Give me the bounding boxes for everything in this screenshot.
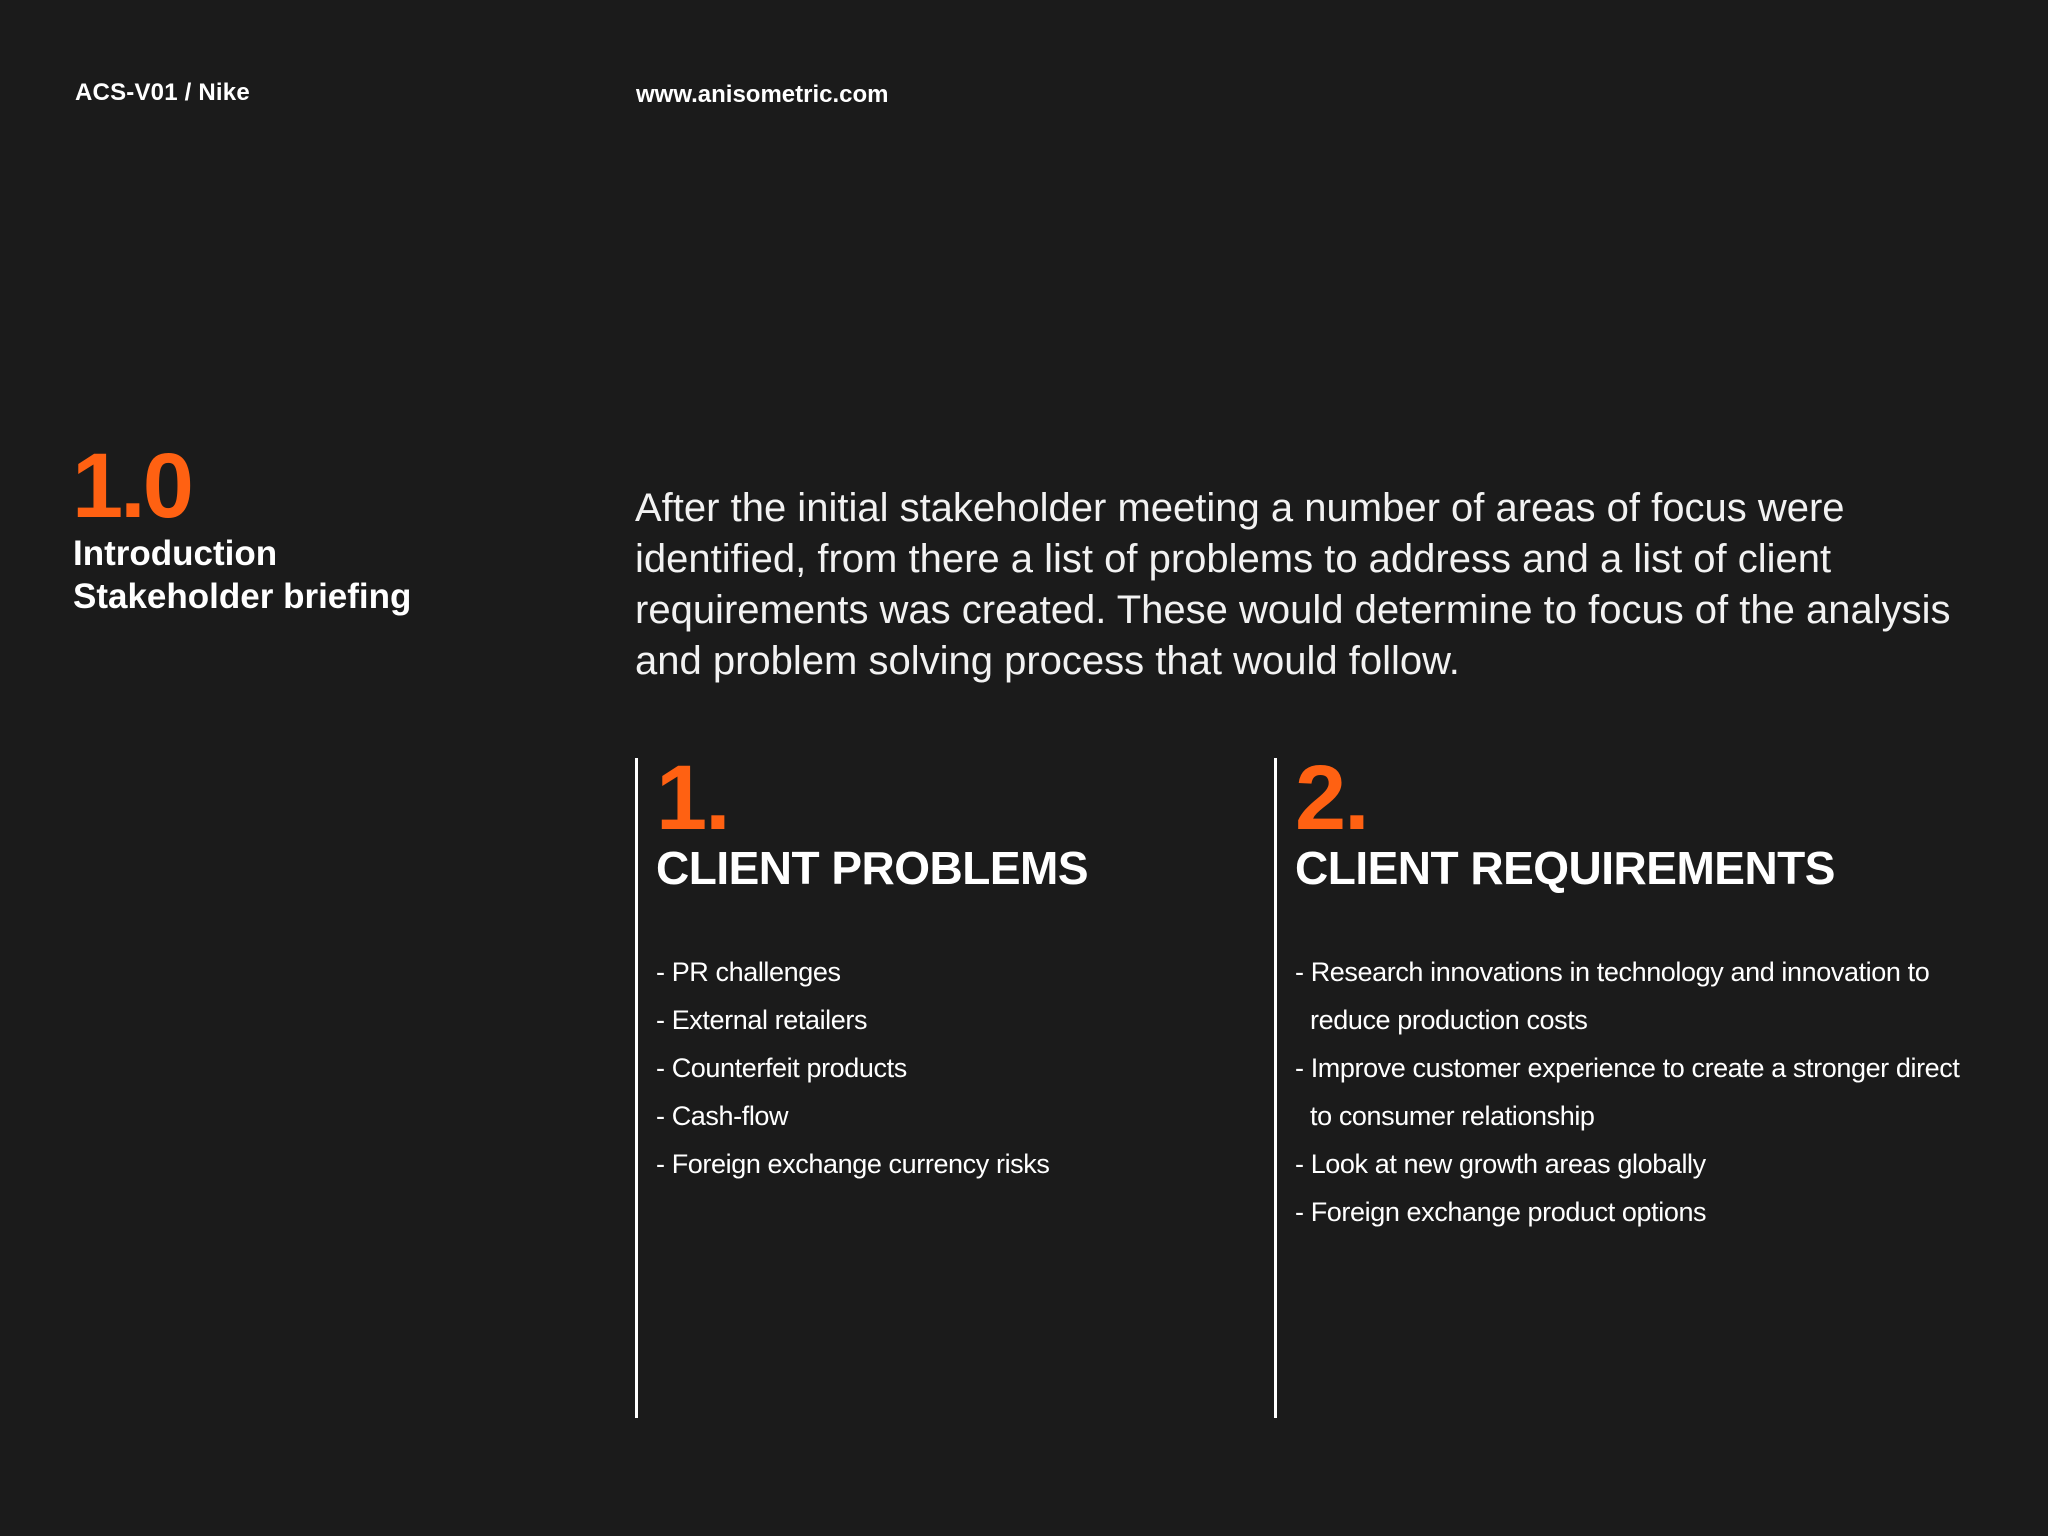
- list-item: - External retailers: [656, 1005, 868, 1035]
- document-code: ACS-V01 / Nike: [75, 79, 250, 106]
- list-item: - Look at new growth areas globally: [1295, 1149, 1706, 1179]
- section-number: 1.0: [72, 435, 191, 537]
- list-item: - Counterfeit products: [656, 1053, 907, 1083]
- list-item: - Foreign exchange currency risks: [656, 1149, 1050, 1179]
- client-requirements-list: [1295, 948, 1975, 1236]
- client-problems-column: [635, 747, 1256, 1418]
- column-number: 2.: [1295, 747, 1368, 849]
- column-heading: CLIENT REQUIREMENTS: [1295, 842, 1835, 894]
- section-title: [73, 532, 411, 618]
- section-title-line-2: Stakeholder briefing: [73, 577, 412, 616]
- list-item: - Cash-flow: [656, 1101, 789, 1131]
- intro-paragraph: After the initial stakeholder meeting a number of areas of focus were identified, from there a list of problems to address and a list of client requirements was created. These would determine to focus of the analysis and problem solving process that would follow.: [635, 486, 1951, 683]
- client-problems-list: [656, 948, 1256, 1188]
- list-item: - PR challenges: [656, 957, 841, 987]
- column-heading: CLIENT PROBLEMS: [656, 842, 1089, 894]
- column-number: 1.: [656, 747, 729, 849]
- section-title-line-1: Introduction: [73, 534, 278, 573]
- client-requirements-column: [1274, 747, 1975, 1418]
- website-url: www.anisometric.com: [636, 81, 889, 108]
- list-item: - Research innovations in technology and innovation to reduce production costs: [1295, 957, 1930, 1035]
- list-item: - Foreign exchange product options: [1295, 1197, 1707, 1227]
- list-item: - Improve customer experience to create a stronger direct to consumer relationship: [1295, 1053, 1960, 1131]
